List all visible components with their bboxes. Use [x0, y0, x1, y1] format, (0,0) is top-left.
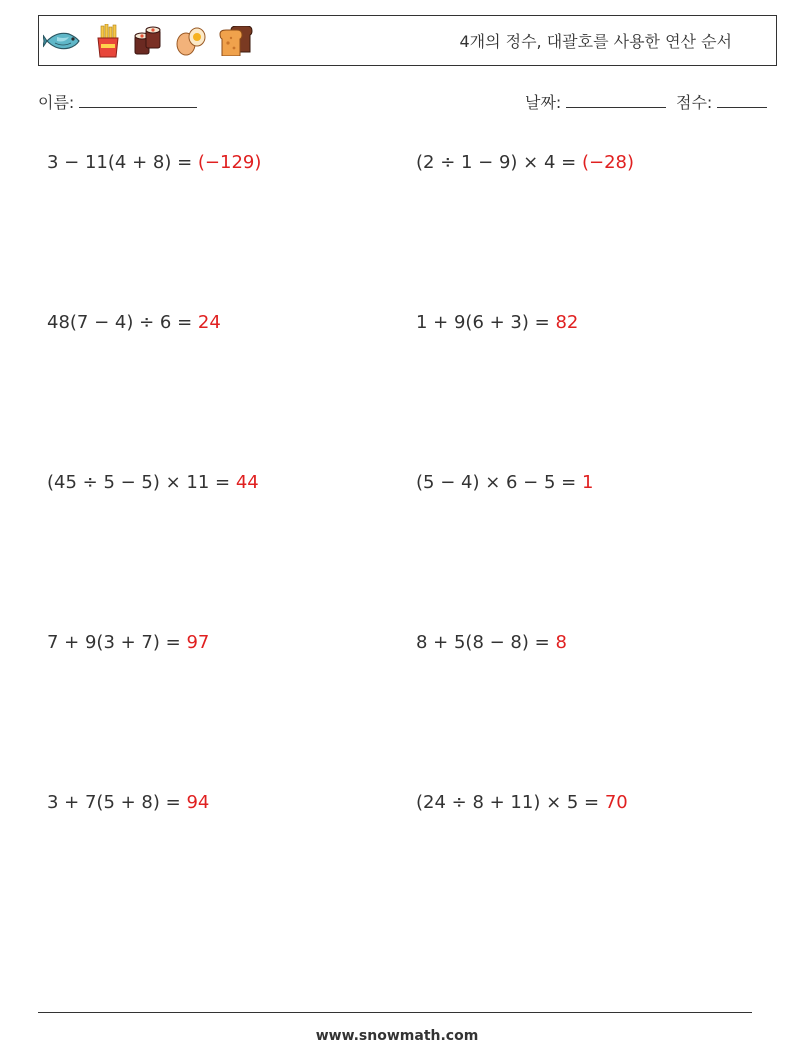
problem-answer: 8: [555, 632, 567, 653]
problem-2: [416, 151, 634, 175]
problem-expression: 1 + 9(6 + 3) =: [416, 312, 556, 333]
score-input-line[interactable]: [717, 93, 767, 108]
problem-answer: 1: [581, 472, 594, 493]
problem-expression: 3 − 11(4 + 8) =: [47, 152, 198, 173]
problem-expression: (24 ÷ 8 + 11) × 5 =: [416, 792, 605, 813]
problem-answer: (−28): [581, 152, 634, 173]
problem-6: [416, 471, 593, 495]
problem-answer: 94: [186, 792, 210, 813]
date-input-line[interactable]: [566, 93, 666, 108]
problem-expression: 3 + 7(5 + 8) =: [47, 792, 187, 813]
problem-answer: 24: [197, 312, 221, 333]
worksheet-header: [38, 15, 777, 66]
name-field: [38, 92, 197, 114]
problem-expression: 7 + 9(3 + 7) =: [47, 632, 187, 653]
problem-7: [47, 631, 209, 655]
problem-expression: (45 ÷ 5 − 5) × 11 =: [47, 472, 236, 493]
name-label: 이름:: [38, 93, 75, 112]
problem-3: [47, 311, 221, 335]
problem-5: [47, 471, 259, 495]
fries-icon: [95, 24, 121, 58]
eggs-icon: [175, 25, 207, 57]
problem-expression: (5 − 4) × 6 − 5 =: [416, 472, 582, 493]
score-field: [676, 92, 767, 114]
icon-row: [43, 24, 265, 58]
name-input-line[interactable]: [79, 93, 197, 108]
problem-answer: (−129): [197, 152, 262, 173]
date-field: [525, 92, 666, 114]
problem-8: [416, 631, 567, 655]
problem-4: [416, 311, 578, 335]
problem-answer: 82: [555, 312, 579, 333]
fish-icon: [43, 28, 83, 54]
toast-icon: [219, 26, 253, 56]
problem-expression: 48(7 − 4) ÷ 6 =: [47, 312, 198, 333]
problem-answer: 70: [604, 792, 628, 813]
problem-expression: (2 ÷ 1 − 9) × 4 =: [416, 152, 582, 173]
footer-divider: [38, 1012, 752, 1013]
sushi-roll-icon: [133, 26, 163, 56]
problem-1: [47, 151, 261, 175]
problem-answer: 44: [235, 472, 259, 493]
score-label: 점수:: [676, 93, 713, 112]
date-label: 날짜:: [525, 93, 562, 112]
problem-9: [47, 791, 209, 815]
problem-expression: 8 + 5(8 − 8) =: [416, 632, 556, 653]
problem-answer: 97: [186, 632, 210, 653]
worksheet-title: 4개의 정수, 대괄호를 사용한 연산 순서: [459, 32, 732, 51]
footer-url[interactable]: www.snowmath.com: [315, 1028, 479, 1044]
problem-10: [416, 791, 628, 815]
